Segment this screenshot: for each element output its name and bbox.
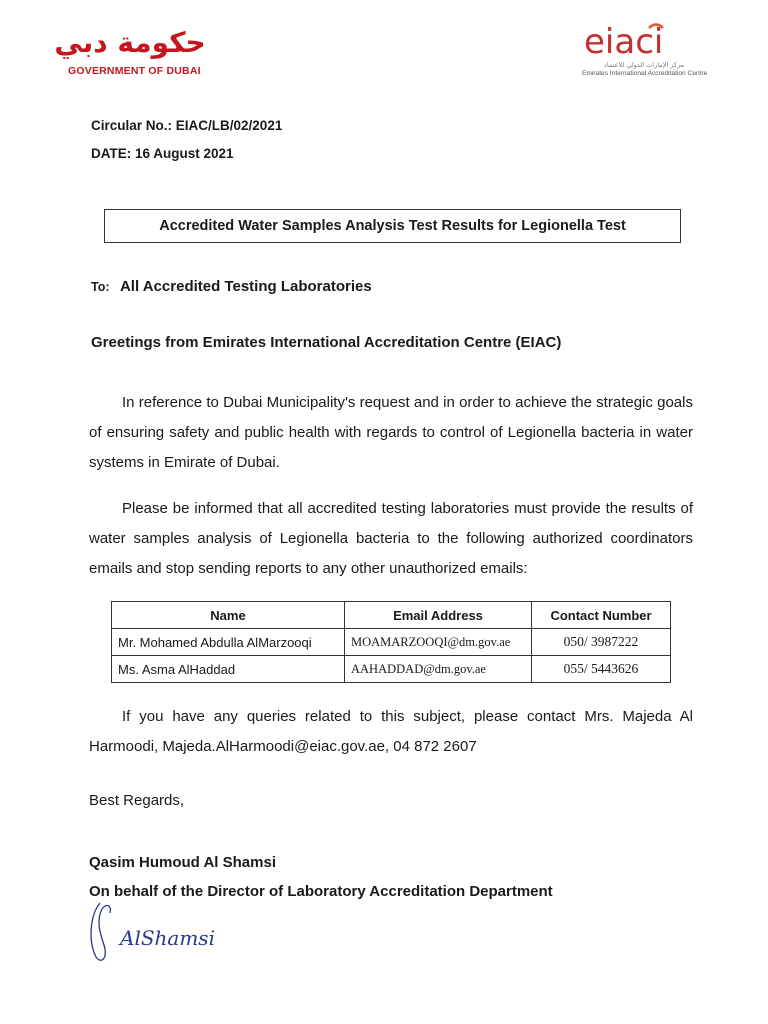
subject-title: Accredited Water Samples Analysis Test Results for Legionella Test	[104, 209, 681, 243]
recipient: All Accredited Testing Laboratories	[119, 278, 372, 295]
circular-meta	[91, 112, 282, 168]
circular-number: EIAC/LB/02/2021	[175, 118, 283, 133]
closing: Best Regards,	[89, 792, 185, 809]
cell-name: Mr. Mohamed Abdulla AlMarzooqi	[112, 629, 345, 656]
date-label: DATE:	[91, 146, 132, 161]
circular-number-label: Circular No.:	[91, 118, 173, 133]
eiac-english-name: Emirates International Accreditation Centre	[582, 70, 708, 77]
eiac-arabic-name	[586, 60, 702, 68]
signature-image	[86, 895, 215, 967]
paragraph-reference: In reference to Dubai Municipality's request and in order to achieve the strategic goals of ensuring safety and public health with regards to control of Legionella bacteria in water systems in Emirate of Dubai.	[89, 394, 693, 471]
table-row	[112, 629, 671, 656]
to-label: To:	[91, 280, 110, 294]
signer-title: On behalf of the Director of Laboratory Accreditation Department	[89, 883, 553, 900]
government-of-dubai-logo	[54, 20, 206, 80]
cell-phone: 050/ 3987222	[532, 629, 671, 656]
column-header-contact: Contact Number	[532, 602, 671, 629]
dubai-arabic-calligraphy	[54, 20, 206, 62]
cell-email[interactable]: AAHADDAD@dm.gov.ae	[345, 656, 532, 683]
greeting: Greetings from Emirates International Accreditation Centre (EIAC)	[91, 334, 562, 351]
eiac-logo-text: eiaci	[584, 22, 664, 62]
column-header-email: Email Address	[345, 602, 532, 629]
government-name: GOVERNMENT OF DUBAI	[68, 65, 201, 77]
table-header-row	[112, 602, 671, 629]
eiac-logo	[582, 22, 706, 82]
signature-stroke	[91, 903, 110, 960]
circular-date-line	[91, 140, 282, 168]
circular-number-line	[91, 112, 282, 140]
cell-email[interactable]: MOAMARZOOQI@dm.gov.ae	[345, 629, 532, 656]
column-header-name: Name	[112, 602, 345, 629]
signature-text: AlShamsi	[120, 926, 215, 950]
eiac-arabic-text: مركز الإمارات الدولي للاعتماد	[603, 61, 685, 69]
eiac-logo-mark	[582, 22, 706, 62]
paragraph-instructions: Please be informed that all accredited testing laboratories must provide the results of water samples analysis of Legionella bacteria to the following authorized coordinators emails and stop sending reports to any other unauthorized emails:	[89, 500, 693, 577]
table-row	[112, 656, 671, 683]
cell-phone: 055/ 5443626	[532, 656, 671, 683]
signer-name: Qasim Humoud Al Shamsi	[89, 854, 276, 871]
coordinators-table	[111, 601, 671, 683]
paragraph-contact: If you have any queries related to this subject, please contact Mrs. Majeda Al Harmoodi, Majeda.AlHarmoodi@eiac.gov.ae, 04 872 2607	[89, 708, 693, 755]
dubai-arabic-text: حكومة دبي	[54, 26, 206, 59]
cell-name: Ms. Asma AlHaddad	[112, 656, 345, 683]
recipient-line	[91, 278, 372, 296]
date-value: 16 August 2021	[135, 146, 234, 161]
